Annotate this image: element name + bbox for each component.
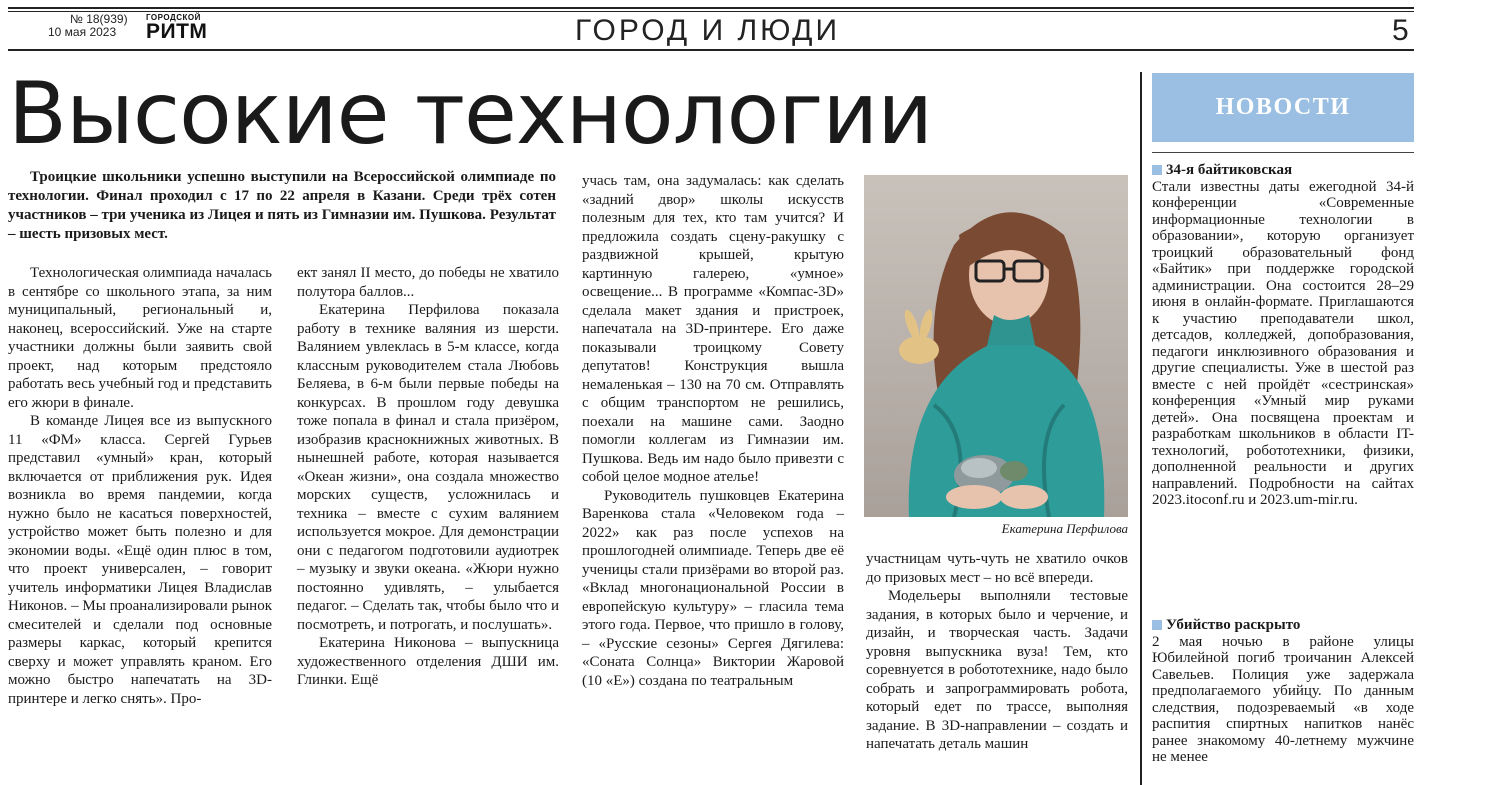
column-separator [1140,72,1142,785]
article-lead: Троицкие школьники успешно выступили на Всероссийской олимпиаде по технологии. Финал проходил с 17 по 22 апреля в Казани. Среди трёх сотен участников – три ученика из Лицея и пять из Гимназии им. Пушкова. Результат – шесть призовых мест. [8,169,556,242]
news-item-text: Стали известны даты ежегодной 34-й конференции «Современные информационные технологии в образовании», которую организует троицкий образовательный фонд «Байтик» при поддержке городской администрации. Она состоится 28–29 июня в онлайн-формате. Приглашаются к участию преподаватели школ, детсадов, колледжей, допобразования, педагоги инклюзивного образования и другие специалисты. Уже в шестой раз вместе с ней пройдёт «сестринская» конференция «Умный мир руками детей». Она посвящена проектам и разработкам школьников в области IT-технологий, робототехники, физики, дополненной реальности и других направлений. Подробности на сайтах 2023.itoconf.ru и 2023.um-mir.ru. [1152,178,1414,508]
article-column-2 [297,264,559,690]
news-item-text: 2 мая ночью в районе улицы Юбилейной погиб троичанин Алексей Савельев. Полиция уже задержала предполагаемого убийцу. По данным следствия, подозреваемый «в ходе распития спиртных напитков нанёс ранее знакомому 40-летнему мужчине не менее [1152,633,1414,765]
news-item [1152,162,1414,509]
header-rule-top-thin [8,11,1414,12]
article-column-1 [8,264,272,708]
issue-number: № 18(939) [70,12,128,26]
news-rule [1152,152,1414,153]
news-heading: НОВОСТИ [1215,94,1351,120]
paragraph: ект занял II место, до победы не хватило полутора баллов... [297,265,559,300]
paragraph: В команде Лицея все из выпускного 11 «ФМ» класса. Сергей Гурьев представил «умный» кран, который включается от приближения рук. Идея возникла во время пандемии, когда нужно было не касаться поверхностей, устройство может быть полезно и для экономии воды. «Ещё один плюс в том, что проект универсален, – говорит учитель информатики Лицея Владислав Никонов. – Мы проанализировали рынок смесителей и сделали под основные размеры каркас, который крепится сверху и может управлять краном. Его можно быстро напечатать на 3D-принтере и легко снять». Про- [8,413,272,707]
paragraph: Руководитель пушковцев Екатерина Варенкова стала «Человеком года – 2022» как раз после успехов на прошлогодней олимпиаде. Теперь две её ученицы стали призёрами во второй раз. «Вклад многонациональной России в европейскую культуру» – гласила тема этого года. Первое, что пришло в голову, – «Русские сезоны» Сергея Дягилева: «Соната Солнца» Виктории Жаровой (10 «Е») создана по театральным [582,487,844,689]
issue-info [48,12,128,39]
square-bullet-icon [1152,165,1162,175]
paragraph: участницам чуть-чуть не хватило очков до призовых мест – но всё впереди. [866,551,1128,586]
news-item-title [1152,617,1414,634]
news-title-text: Убийство раскрыто [1166,617,1301,633]
paragraph: учась там, она задумалась: как сделать «задний двор» школы искусств полезным для тех, кто там учится? И предложила создать сцену-ракушку с раздвижной крышей, крытую картинную галерею, «умное» освещение... В программе «Компас-3D» сделала макет здания и пристроек, напечатала на 3D-принтере. Его даже показывали троицкому Совету депутатов! Конструкция вышла немаленькая – 130 на 70 см. Отправлять с общим транспортом не решились, поехали на машине сами. Заодно помогли коллегам из Гимназии им. Пушкова. Ведь им надо было привезти с собой целое модное ателье! [582,173,844,485]
page-number: 5 [1392,14,1409,47]
logo-small-text: ГОРОДСКОЙ [146,13,201,22]
section-title: ГОРОД И ЛЮДИ [575,14,841,47]
newspaper-logo [146,13,207,42]
paragraph: Екатерина Перфилова показала работу в технике валяния из шерсти. Валянием увлеклась в 5-м классе, когда классным руководителем стала Любовь Беляева, в 6-м были первые победы на конкурсах. В прошлом году девушка тоже попала в финал и стала призёром, изобразив краснокнижных животных. В нынешней работе, которая называется «Океан жизни», она создала множество морских существ, усложнилась и техника – вместе с сухим валянием используется мокрое. Для демонстрации они с педагогом подготовили аудиотрек – музыку и звуки океана. «Жюри нужно постоянно удивлять, – улыбается педагог. – Сделать так, чтобы было что и посмотреть, и потрогать, и послушать». [297,302,559,633]
paragraph: Модельеры выполняли тестовые задания, в которых было и черчение, и дизайн, и творческая часть. Задачи уровня выпускника вуза! Тем, кто соревнуется в робототехнике, надо было собрать и запрограммировать робота, который едет по трассе, выполняя задание. В 3D-направлении – создать и напечатать деталь машин [866,588,1128,752]
article-column-3 [582,172,844,690]
portrait-photo [864,175,1128,517]
news-item [1152,617,1414,766]
portrait-illustration [864,175,1128,517]
news-heading-box [1152,73,1414,142]
logo-big-text: РИТМ [146,20,208,43]
header-rule-top [8,7,1414,9]
article-headline: Высокие технологии [8,64,933,164]
paragraph: Екатерина Никонова – выпускница художественного отделения ДШИ им. Глинки. Ещё [297,635,559,688]
news-item-title [1152,162,1414,179]
photo-caption: Екатерина Перфилова [1001,521,1128,536]
article-column-4 [866,550,1128,754]
square-bullet-icon [1152,620,1162,630]
paragraph: Технологическая олимпиада началась в сентябре со школьного этапа, за ним муниципальный, региональный и, наконец, всероссийский. Уже на старте участники должны были заявить свой проект, над которым предстояло работать весь учебный год и представить его жюри в финале. [8,265,272,411]
issue-date: 10 мая 2023 [48,25,117,39]
news-title-text: 34-я байтиковская [1166,162,1293,178]
header-rule-bottom [8,49,1414,51]
